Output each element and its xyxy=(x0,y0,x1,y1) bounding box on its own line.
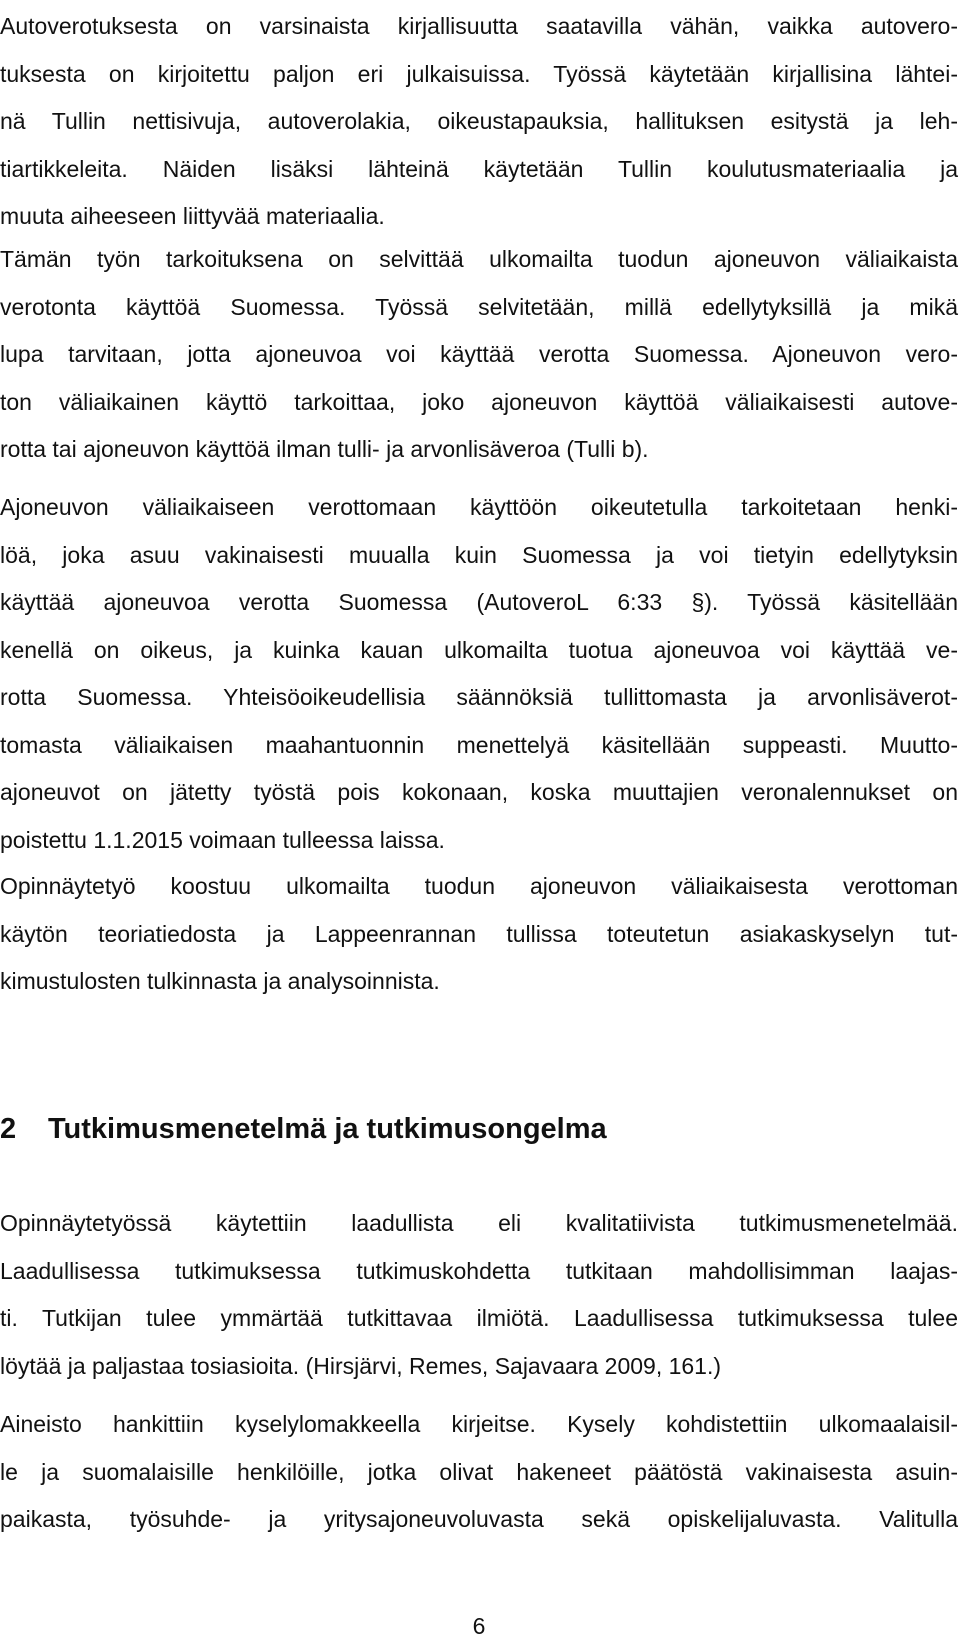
text-line: tuksesta on kirjoitettu paljon eri julkaisuissa. Työssä käytetään kirjallisina lähtei- xyxy=(0,60,958,87)
text-line: Tämän työn tarkoituksena on selvittää ulkomailta tuodun ajoneuvon väliaikaista xyxy=(0,246,958,272)
text-line: rotta Suomessa. Yhteisöoikeudellisia säännöksiä tullittomasta ja arvonlisäverot- xyxy=(0,684,958,710)
text-line: poistettu 1.1.2015 voimaan tulleessa laissa. xyxy=(0,826,445,853)
text-line: ti. Tutkijan tulee ymmärtää tutkittavaa ilmiötä. Laadullisessa tutkimuksessa tulee xyxy=(0,1305,958,1331)
text-line: Ajoneuvon väliaikaiseen verottomaan käyttöön oikeutetulla tarkoitetaan henki- xyxy=(0,494,958,520)
section-heading xyxy=(0,1106,607,1152)
text-line: kimustulosten tulkinnasta ja analysoinnista. xyxy=(0,968,440,994)
section-number: 2 xyxy=(0,1113,17,1145)
text-line: löytää ja paljastaa tosiasioita. (Hirsjärvi, Remes, Sajavaara 2009, 161.) xyxy=(0,1352,722,1379)
text-line: kenellä on oikeus, ja kuinka kauan ulkomailta tuotua ajoneuvoa voi käyttää ve- xyxy=(0,636,958,663)
paragraph-method xyxy=(0,1200,958,1390)
paragraph-sources xyxy=(0,3,958,241)
text-line: Laadullisessa tutkimuksessa tutkimuskohdetta tutkitaan mahdollisimman laajas- xyxy=(0,1257,958,1284)
text-line: löä, joka asuu vakinaisesti muualla kuin Suomessa ja voi tietyin edellytyksin xyxy=(0,541,958,568)
text-line: le ja suomalaisille henkilöille, jotka olivat hakeneet päätöstä vakinaisesta asuin- xyxy=(0,1458,958,1485)
text-line: muuta aiheeseen liittyvää materiaalia. xyxy=(0,203,385,229)
text-line: tiartikkeleita. Näiden lisäksi lähteinä käytetään Tullin koulutusmateriaalia ja xyxy=(0,155,958,182)
text-line: nä Tullin nettisivuja, autoverolakia, oikeustapauksia, hallituksen esitystä ja leh- xyxy=(0,108,958,134)
text-line: käyttää ajoneuvoa verotta Suomessa (AutoveroL 6:33 §). Työssä käsitellään xyxy=(0,589,958,615)
text-line: Autoverotuksesta on varsinaista kirjallisuutta saatavilla vähän, vaikka autovero- xyxy=(0,13,958,39)
text-line: ton väliaikainen käyttö tarkoittaa, joko ajoneuvon käyttöä väliaikaisesti autove- xyxy=(0,388,958,415)
text-line: verotonta käyttöä Suomessa. Työssä selvitetään, millä edellytyksillä ja mikä xyxy=(0,293,958,320)
text-line: paikasta, työsuhde- ja yritysajoneuvoluvasta sekä opiskelijaluvasta. Valitulla xyxy=(0,1506,958,1532)
text-line: ajoneuvot on jätetty työstä pois kokonaan, koska muuttajien veronalennukset on xyxy=(0,779,958,805)
text-line: Aineisto hankittiin kyselylomakkeella kirjeitse. Kysely kohdistettiin ulkomaalaisil- xyxy=(0,1411,958,1437)
paragraph-structure xyxy=(0,863,958,1006)
text-line: käytön teoriatiedosta ja Lappeenrannan tullissa toteutetun asiakaskyselyn tut- xyxy=(0,920,958,947)
section-title: Tutkimusmenetelmä ja tutkimusongelma xyxy=(48,1113,607,1145)
text-line: Opinnäytetyö koostuu ulkomailta tuodun ajoneuvon väliaikaisesta verottoman xyxy=(0,873,958,899)
paragraph-material xyxy=(0,1401,958,1544)
text-line: lupa tarvitaan, jotta ajoneuvoa voi käyttää verotta Suomessa. Ajoneuvon vero- xyxy=(0,341,958,367)
text-line: Opinnäytetyössä käytettiin laadullista eli kvalitatiivista tutkimusmenetelmää. xyxy=(0,1210,958,1236)
text-line: tomasta väliaikaisen maahantuonnin menettelyä käsitellään suppeasti. Muutto- xyxy=(0,731,958,758)
page-number: 6 xyxy=(472,1613,486,1639)
paragraph-definition xyxy=(0,484,958,864)
text-line: rotta tai ajoneuvon käyttöä ilman tulli- ja arvonlisäveroa (Tulli b). xyxy=(0,436,649,462)
paragraph-purpose xyxy=(0,236,958,474)
